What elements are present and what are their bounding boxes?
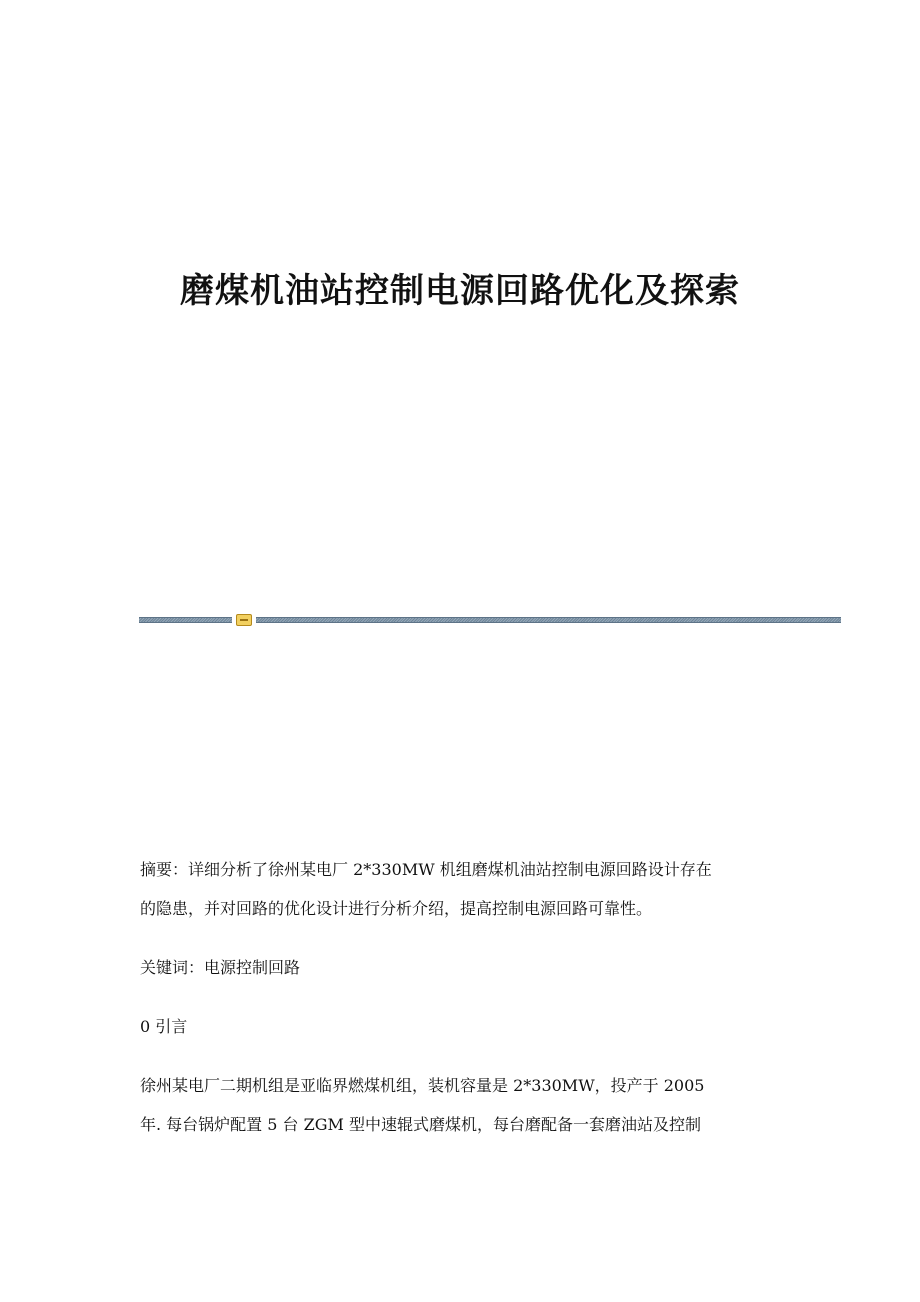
intro-line-2: 年. 每台锅炉配置 5 台 ZGM 型中速辊式磨煤机，每台磨配备一套磨油站及控制 — [140, 1115, 701, 1134]
keywords-line — [140, 948, 780, 987]
divider-bar-right — [256, 617, 841, 623]
title-divider — [139, 614, 841, 626]
abstract-line-1 — [140, 850, 780, 889]
abstract-line-2: 的隐患，并对回路的优化设计进行分析介绍，提高控制电源回路可靠性。 — [140, 899, 653, 918]
abstract-text-1: 详细分析了徐州某电厂 2*330MW 机组磨煤机油站控制电源回路设计存在 — [188, 860, 712, 879]
section-heading: 0 引言 — [140, 1017, 188, 1036]
document-title: 磨煤机油站控制电源回路优化及探索 — [180, 271, 740, 311]
divider-emblem-icon — [236, 614, 252, 626]
keywords-text: 电源控制回路 — [204, 958, 301, 977]
keywords-label: 关键词： — [140, 958, 205, 977]
intro-line-1: 徐州某电厂二期机组是亚临界燃煤机组，装机容量是 2*330MW，投产于 2005 — [140, 1076, 705, 1095]
divider-bar-left — [139, 617, 232, 623]
abstract-label: 摘要： — [140, 860, 189, 879]
document-body — [140, 850, 780, 1144]
